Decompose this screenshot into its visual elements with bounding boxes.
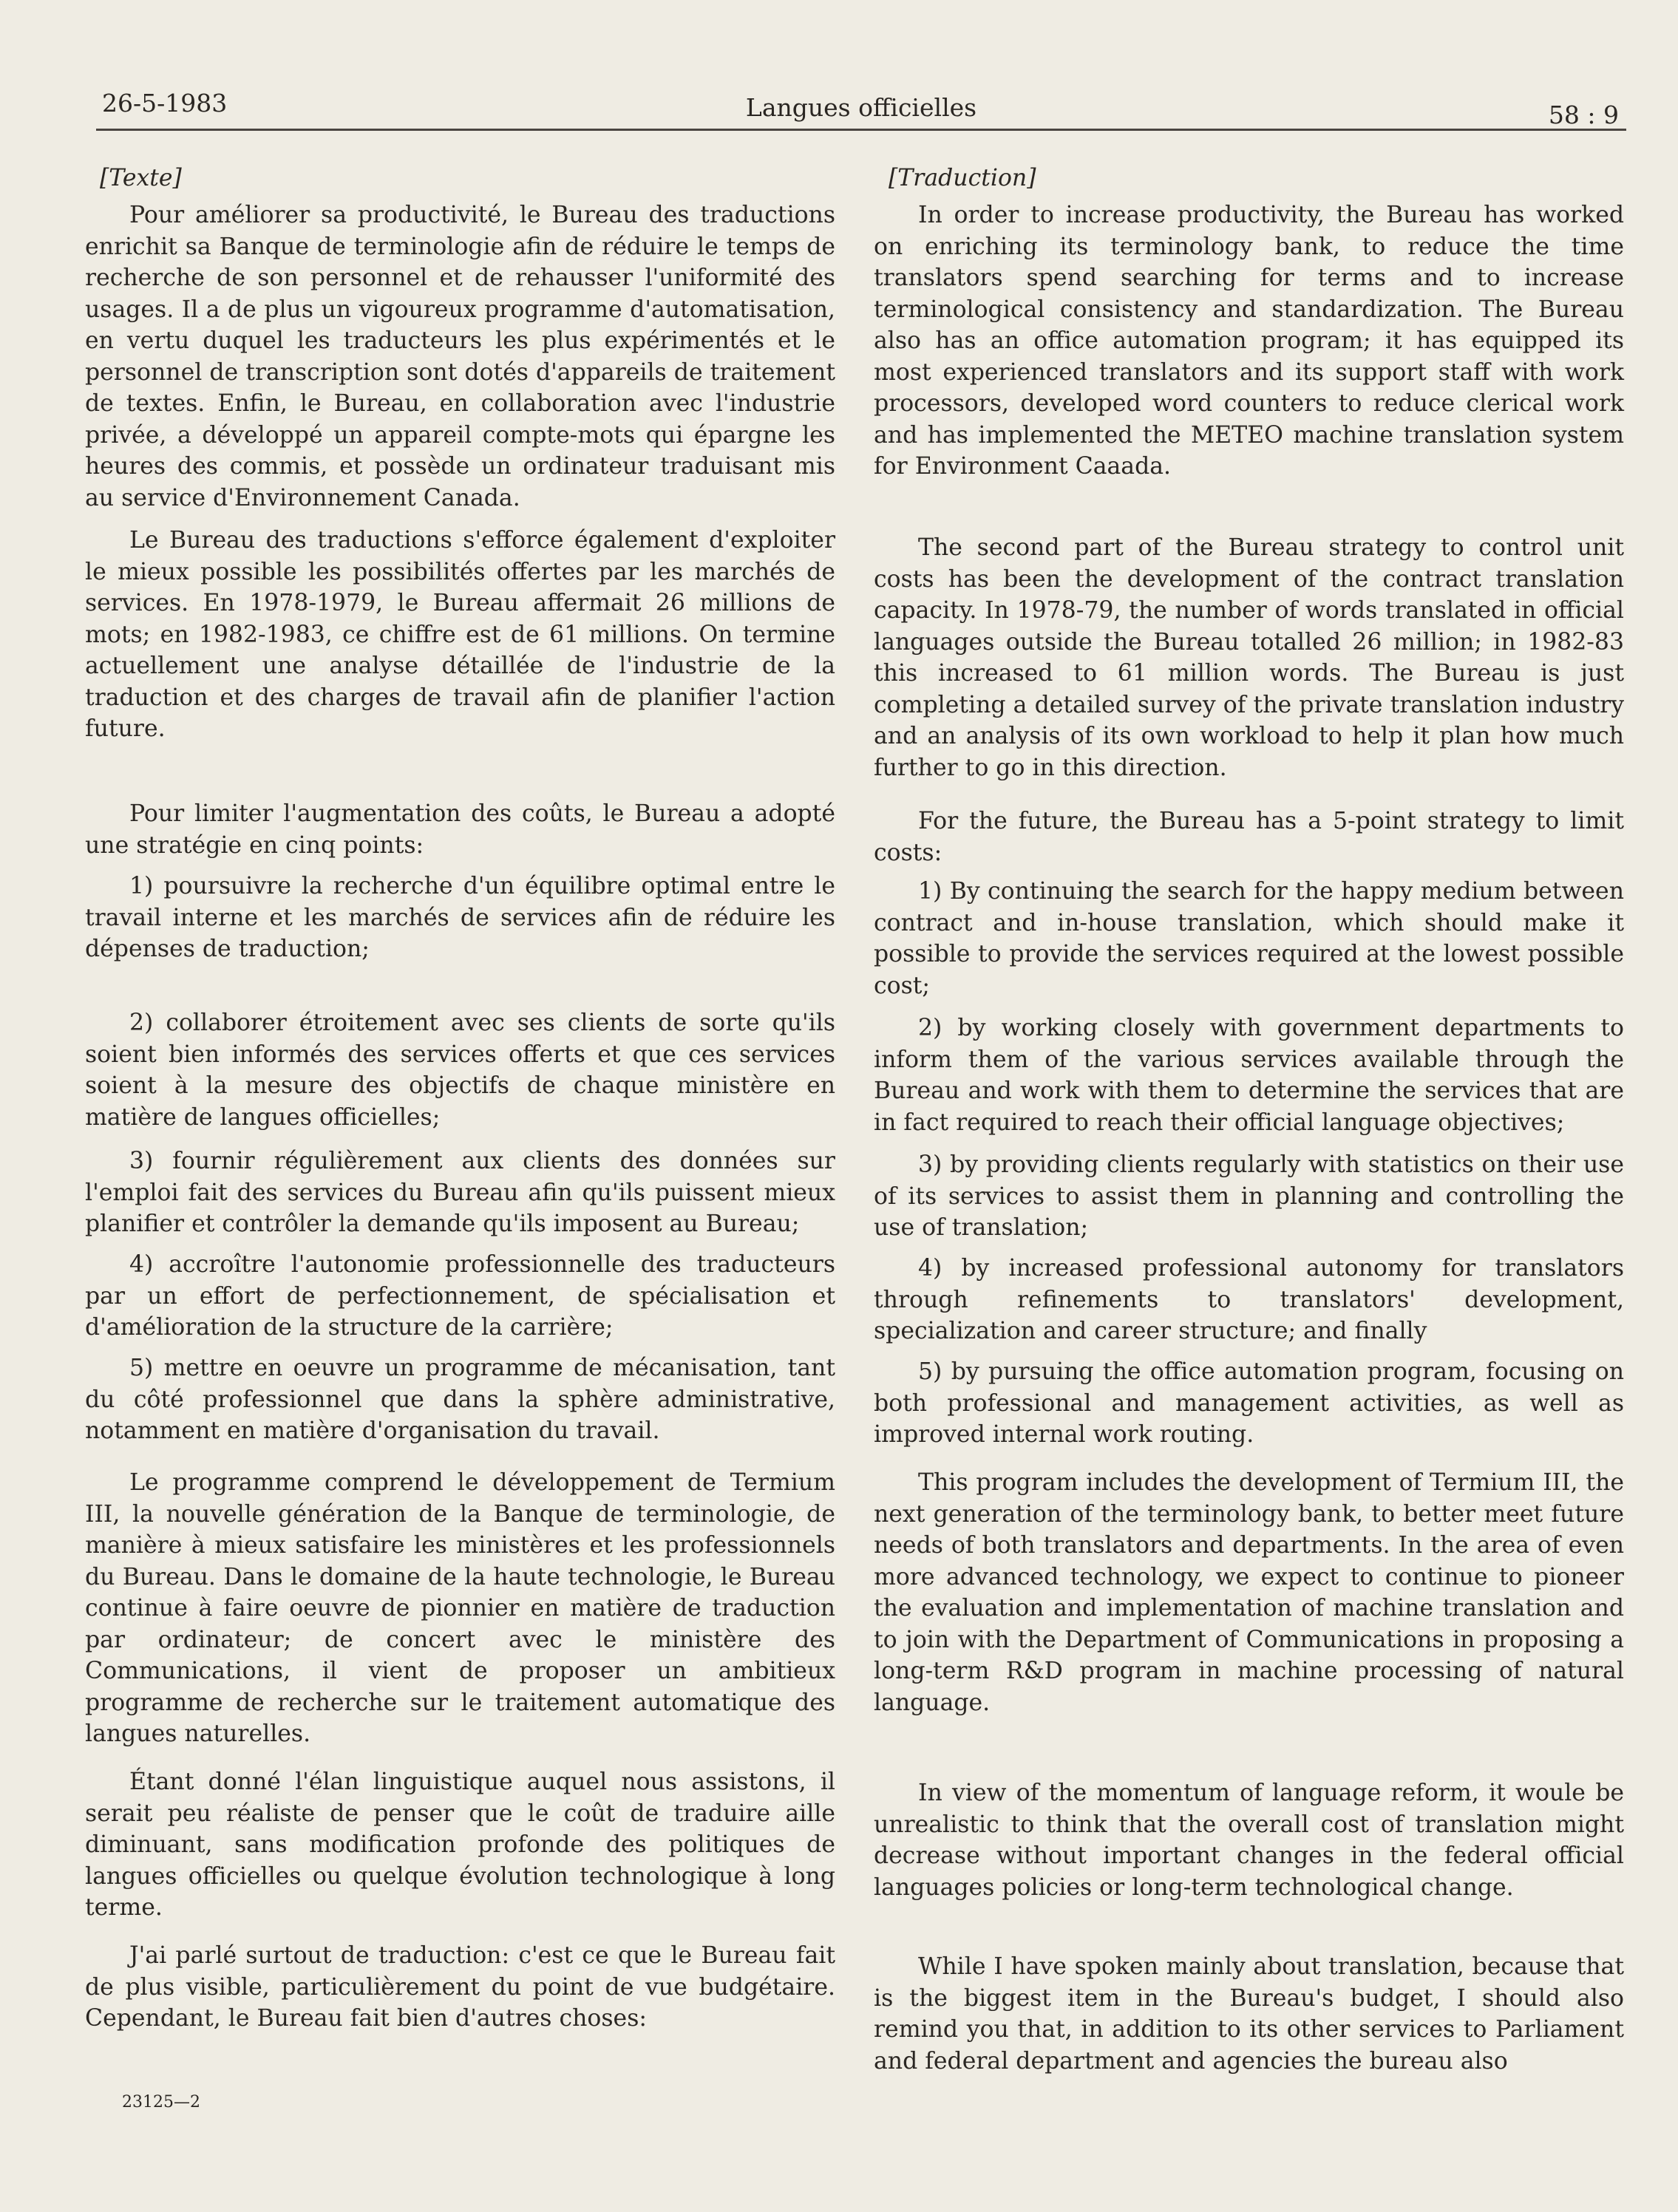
french-paragraph: 1) poursuivre la recherche d'un équilibre optimal entre le travail interne et les marchés de services afin de réduire les dépenses de traduction;	[85, 873, 835, 962]
english-paragraph: For the future, the Bureau has a 5-point strategy to limit costs:	[874, 808, 1624, 866]
footer-code: 23125—2	[122, 2093, 200, 2111]
english-paragraph: 4) by increased professional autonomy for translators through refinements to translators' development, specialization and career structure; and finally	[874, 1255, 1624, 1344]
french-paragraph: Étant donné l'élan linguistique auquel nous assistons, il serait peu réaliste de penser que le coût de traduire aille diminuant, sans modification profonde des politiques de langues officielles ou quelque évolution technologique à long terme.	[85, 1769, 835, 1921]
french-paragraph: Le Bureau des traductions s'efforce également d'exploiter le mieux possible les possibilités offertes par les marchés de services. En 1978-1979, le Bureau affermait 26 millions de mots; en 1982-1983, ce chiffre est de 61 millions. On termine actuellement une analyse détaillée de l'industrie de la traduction et des charges de travail afin de planifier l'action future.	[85, 527, 835, 742]
header-date: 26-5-1983	[102, 89, 228, 118]
french-paragraph: 2) collaborer étroitement avec ses clients de sorte qu'ils soient bien informés des services offerts et que ces services soient à la mesure des objectifs de chaque ministère en matière de langues officielles;	[85, 1010, 835, 1131]
english-label: [Traduction]	[889, 165, 1036, 191]
french-paragraph: 4) accroître l'autonomie professionnelle des traducteurs par un effort de perfectionnement, de spécialisation et d'amélioration de la structure de la carrière;	[85, 1251, 835, 1341]
english-paragraph: 2) by working closely with government departments to inform them of the various services available through the Bureau and work with them to determine the services that are in fact required to reach their official language objectives;	[874, 1015, 1624, 1136]
header-title: Langues officielles	[745, 93, 977, 122]
french-paragraph: Pour limiter l'augmentation des coûts, le Bureau a adopté une stratégie en cinq points:	[85, 800, 835, 859]
english-paragraph: In view of the momentum of language reform, it woule be unrealistic to think that the overall cost of translation might decrease without important changes in the federal official languages policies or long-term technological change.	[874, 1780, 1624, 1901]
english-paragraph: The second part of the Bureau strategy to control unit costs has been the development of the contract translation capacity. In 1978-79, the number of words translated in official languages outside the Bureau totalled 26 million; in 1982-83 this increased to 61 million words. The Bureau is just completing a detailed survey of the private translation industry and an analysis of its own workload to help it plan how much further to go in this direction.	[874, 534, 1624, 781]
french-paragraph: Pour améliorer sa productivité, le Bureau des traductions enrichit sa Banque de terminologie afin de réduire le temps de recherche de son personnel et de rehausser l'uniformité des usages. Il a de plus un vigoureux programme d'automatisation, en vertu duquel les traducteurs les plus expérimentés et le personnel de transcription sont dotés d'appareils de traitement de textes. Enfin, le Bureau, en collaboration avec l'industrie privée, a développé un appareil compte-mots qui épargne les heures des commis, et possède un ordinateur traduisant mis au service d'Environnement Canada.	[85, 202, 835, 511]
english-paragraph: 5) by pursuing the office automation program, focusing on both professional and management activities, as well as improved internal work routing.	[874, 1358, 1624, 1448]
french-paragraph: 5) mettre en oeuvre un programme de mécanisation, tant du côté professionnel que dans la sphère administrative, notamment en matière d'organisation du travail.	[85, 1355, 835, 1444]
english-paragraph: 1) By continuing the search for the happy medium between contract and in-house translation, which should make it possible to provide the services required at the lowest possible cost;	[874, 878, 1624, 999]
english-paragraph: In order to increase productivity, the Bureau has worked on enriching its terminology bank, to reduce the time translators spend searching for terms and to increase terminological consistency and standardization. The Bureau also has an office automation program; it has equipped its most experienced translators and its support staff with work processors, developed word counters to reduce clerical work and has implemented the METEO machine translation system for Environment Caaada.	[874, 202, 1624, 480]
french-label: [Texte]	[100, 165, 182, 191]
page-number: 58 : 9	[1548, 101, 1619, 129]
english-paragraph: This program includes the development of Termium III, the next generation of the terminology bank, to better meet future needs of both translators and departments. In the area of even more advanced technology, we expect to continue to pioneer the evaluation and implementation of machine translation and to join with the Department of Communications in proposing a long-term R&D program in machine processing of natural language.	[874, 1469, 1624, 1716]
english-paragraph: While I have spoken mainly about translation, because that is the biggest item in the Bureau's budget, I should also remind you that, in addition to its other services to Parliament and federal department and agencies the bureau also	[874, 1953, 1624, 2075]
french-paragraph: 3) fournir régulièrement aux clients des données sur l'emploi fait des services du Bureau afin qu'ils puissent mieux planifier et contrôler la demande qu'ils imposent au Bureau;	[85, 1148, 835, 1237]
english-paragraph: 3) by providing clients regularly with statistics on their use of its services to assist them in planning and controlling the use of translation;	[874, 1151, 1624, 1241]
page-header	[96, 83, 1626, 131]
french-paragraph: Le programme comprend le développement de Termium III, la nouvelle génération de la Banque de terminologie, de manière à mieux satisfaire les ministères et les professionnels du Bureau. Dans le domaine de la haute technologie, le Bureau continue à faire oeuvre de pionnier en matière de traduction par ordinateur; de concert avec le ministère des Communications, il vient de proposer un ambitieux programme de recherche sur le traitement automatique des langues naturelles.	[85, 1469, 835, 1747]
french-paragraph: J'ai parlé surtout de traduction: c'est ce que le Bureau fait de plus visible, particulièrement du point de vue budgétaire. Cependant, le Bureau fait bien d'autres choses:	[85, 1942, 835, 2032]
